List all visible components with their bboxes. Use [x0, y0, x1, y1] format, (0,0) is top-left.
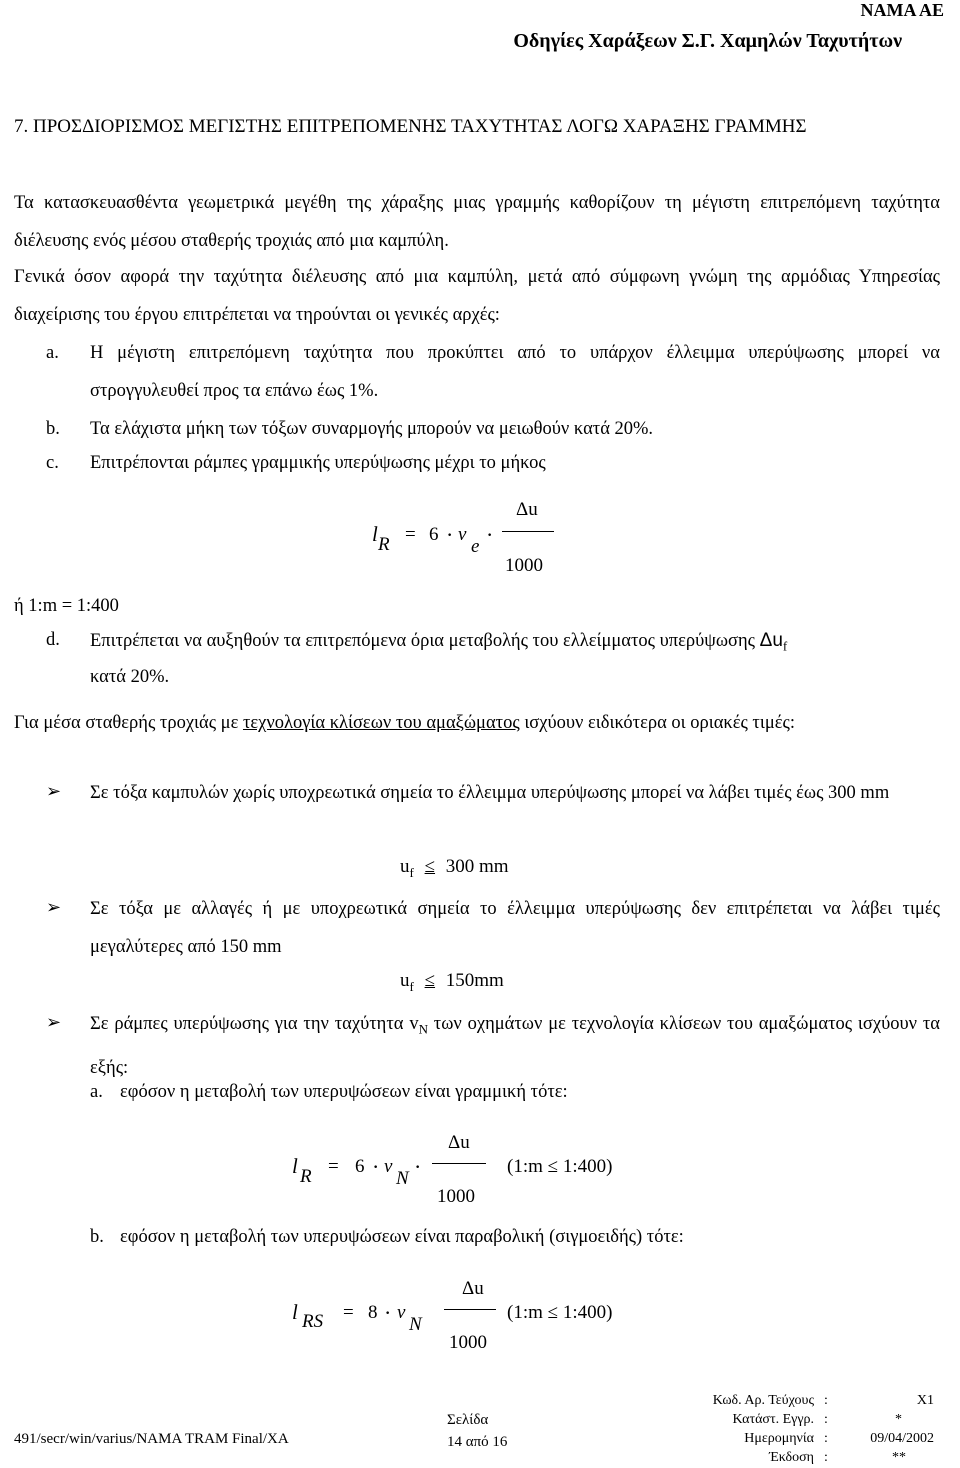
condition-150: $u_f \le 150mm$ — [400, 970, 504, 994]
sub-b-text: εφόσον η μεταβολή των υπερυψώσεων είναι παραβολική (σιγμοειδής) τότε: — [120, 1227, 684, 1247]
footer-page-label: Σελίδα — [447, 1412, 489, 1428]
item-d-letter: d. — [46, 630, 60, 650]
item-d-text-cont: κατά 20%. — [90, 667, 170, 687]
document-title: Οδηγίες Χαράξεων Σ.Γ. Χαμηλών Ταχυτήτων — [513, 30, 902, 52]
arrow-bullet-icon: ➢ — [46, 897, 62, 917]
item-c-letter: c. — [46, 453, 59, 473]
paragraph-general: Γενικά όσον αφορά την ταχύτητα διέλευσης από μια καμπύλη, μετά από σύμφωνη γνώμη της αρμόδιας Υπηρεσίας διαχείρισης του έργου επιτρέπεται να τηρούνται οι γενικές αρχές: — [14, 267, 940, 325]
section-heading: 7. ΠΡΟΣΔΙΟΡΙΣΜΟΣ ΜΕΓΙΣΤΗΣ ΕΠΙΤΡΕΠΟΜΕΝΗΣ ΤΑΧΥΤΗΤΑΣ ΛΟΓΩ ΧΑΡΑΞΗΣ ΓΡΑΜΜΗΣ — [14, 116, 807, 137]
footer-file-path: 491/secr/win/varius/NAMA TRAM Final/XA — [14, 1431, 289, 1447]
condition-300: $u_f \le 300$ mm — [400, 856, 509, 880]
item-a-letter: a. — [46, 343, 59, 363]
bullet-1-text: Σε τόξα καμπυλών χωρίς υποχρεωτικά σημεία το έλλειμμα υπερύψωσης μπορεί να λάβει τιμές έως 300 mm — [90, 783, 890, 803]
ratio-note: ή 1:m = 1:400 — [14, 596, 119, 616]
item-c-text: Επιτρέπονται ράμπες γραμμικής υπερύψωσης μέχρι το μήκος — [90, 453, 546, 473]
paragraph-intro: Τα κατασκευασθέντα γεωμετρικά μεγέθη της χάραξης μιας γραμμής καθορίζουν τη μέγιστη επιτρεπόμενη ταχύτητα διέλευσης ενός μέσου σταθερής τροχιάς από μια καμπύλη. — [14, 193, 940, 251]
item-a-text: Η μέγιστη επιτρεπόμενη ταχύτητα που προκύπτει από το υπάρχον έλλειμμα υπερύψωσης μπορεί να στρογγυλευθεί προς τα επάνω έως 1%. — [90, 343, 940, 401]
sub-a-text: εφόσον η μεταβολή των υπερυψώσεων είναι γραμμική τότε: — [120, 1082, 568, 1102]
bullet-2-text: Σε τόξα με αλλαγές ή με υποχρεωτικά σημεία το έλλειμμα υπερύψωσης δεν επιτρέπεται να λάβει τιμές μεγαλύτερες από 150 mm — [90, 899, 940, 957]
item-d-text: Επιτρέπεται να αυξηθούν τα επιτρεπόμενα όρια μεταβολής του ελλείμματος υπερύψωσης $\Delta u_f$ — [90, 630, 788, 654]
arrow-bullet-icon: ➢ — [46, 1012, 62, 1032]
company-name: ΝΑΜΑ ΑΕ — [860, 0, 944, 20]
item-b-text: Τα ελάχιστα μήκη των τόξων συναρμογής μπορούν να μειωθούν κατά 20%. — [90, 419, 654, 439]
sub-b-letter: b. — [90, 1227, 104, 1247]
bullet-3-text: Σε ράμπες υπερύψωσης για την ταχύτητα $v_N$ των οχημάτων με τεχνολογία κλίσεων του αμαξώματος ισχύουν τα εξής: — [90, 1014, 940, 1078]
sub-a-letter: a. — [90, 1082, 103, 1102]
paragraph-tilting: Για μέσα σταθερής τροχιάς με τεχνολογία κλίσεων του αμαξώματος ισχύουν ειδικότερα οι οριακές τιμές: — [14, 713, 796, 733]
footer-page-value: 14 από 16 — [447, 1434, 508, 1450]
arrow-bullet-icon: ➢ — [46, 781, 62, 801]
item-b-letter: b. — [46, 419, 60, 439]
